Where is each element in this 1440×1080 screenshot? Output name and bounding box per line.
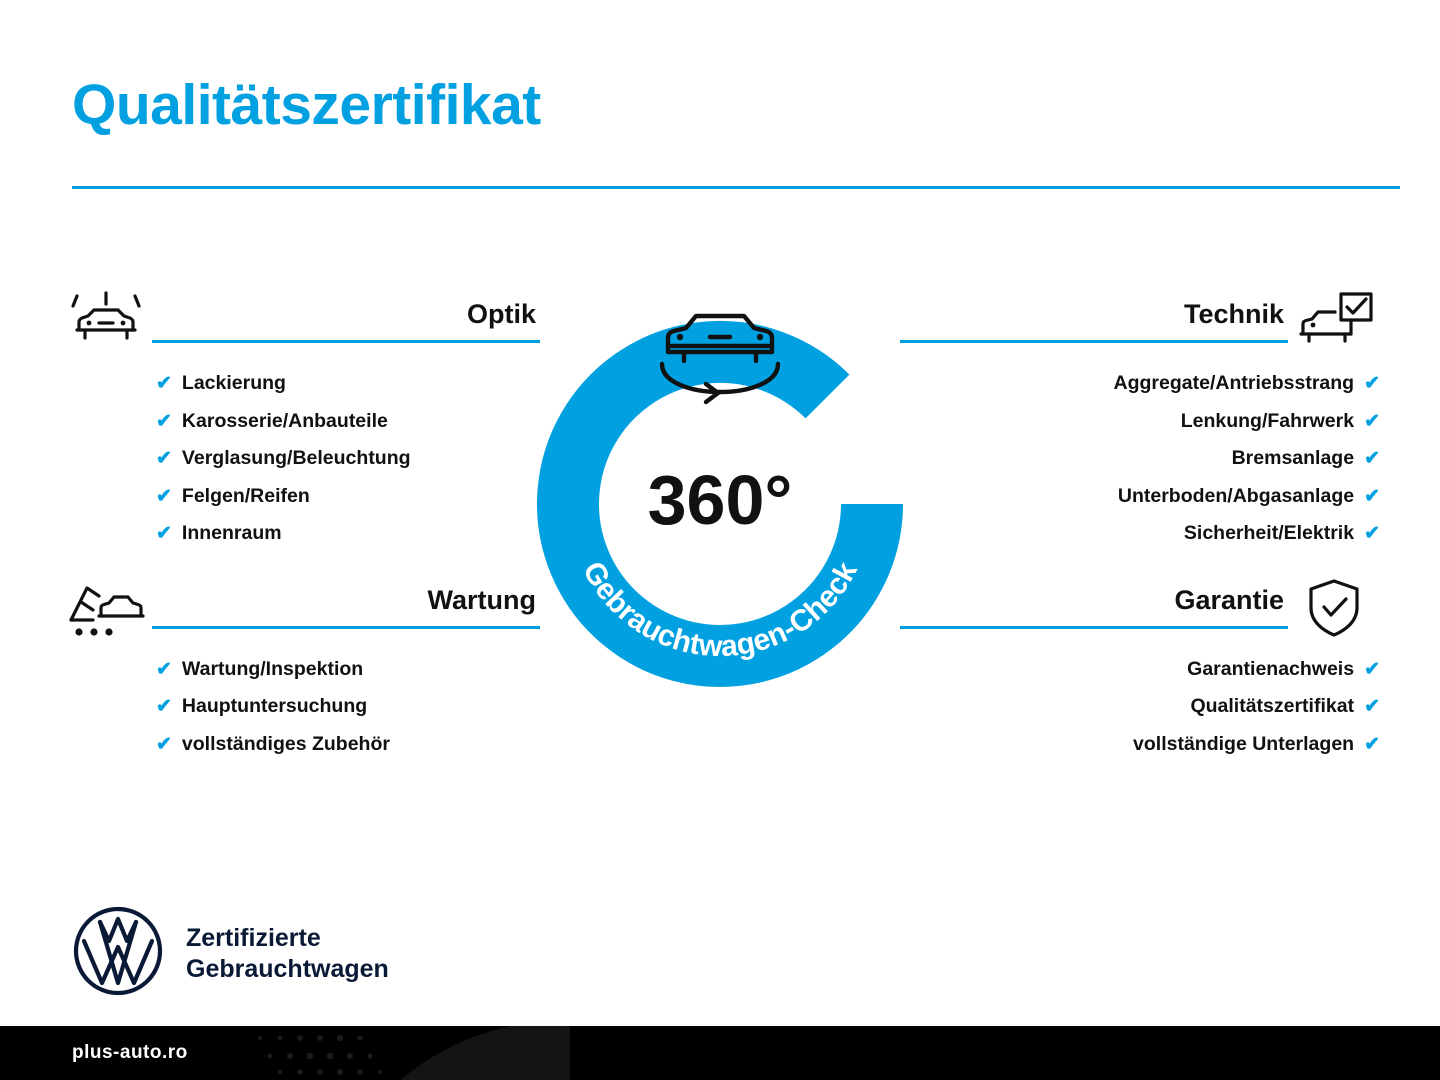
title-divider bbox=[72, 186, 1400, 189]
section-optik-items bbox=[60, 374, 540, 544]
list-item bbox=[900, 697, 1380, 717]
check-icon: ✔ bbox=[1364, 658, 1380, 680]
list-item-label: Unterboden/Abgasanlage bbox=[1117, 484, 1355, 507]
check-icon: ✔ bbox=[1364, 485, 1380, 507]
check-icon: ✔ bbox=[1364, 373, 1380, 394]
section-wartung bbox=[60, 576, 540, 755]
list-item-label: vollständiges Zubehör bbox=[181, 732, 390, 755]
list-item-label: Bremsanlage bbox=[1231, 447, 1355, 469]
list-item bbox=[156, 657, 536, 680]
list-item-label: Lenkung/Fahrwerk bbox=[1180, 409, 1355, 432]
list-item-label: Lackierung bbox=[181, 372, 286, 394]
list-item bbox=[900, 484, 1380, 507]
list-item-label: Wartung/Inspektion bbox=[181, 657, 364, 680]
footer-url[interactable]: plus-auto.ro bbox=[72, 1042, 188, 1063]
check-icon: ✔ bbox=[156, 733, 172, 755]
list-item bbox=[156, 524, 536, 544]
list-item-label: Hauptuntersuchung bbox=[181, 695, 368, 717]
section-garantie-title: Garantie bbox=[1174, 584, 1284, 615]
car-lift-icon bbox=[60, 576, 152, 640]
section-technik-items bbox=[900, 374, 1380, 544]
brand-block bbox=[72, 905, 389, 1002]
list-item-label: Garantienachweis bbox=[1187, 657, 1355, 680]
list-item bbox=[156, 449, 536, 469]
badge-arc-label: Gebrauchtwagen-Check bbox=[576, 556, 864, 664]
check-icon: ✔ bbox=[156, 373, 172, 394]
list-item-label: Karosserie/Anbauteile bbox=[181, 409, 388, 432]
check-icon: ✔ bbox=[1364, 696, 1380, 717]
footer-decoration bbox=[250, 1026, 570, 1080]
section-optik bbox=[60, 290, 540, 544]
section-optik-header bbox=[60, 290, 540, 354]
check-icon: ✔ bbox=[1364, 733, 1380, 755]
list-item bbox=[156, 697, 536, 717]
check-icon: ✔ bbox=[1364, 410, 1380, 432]
shield-check-icon bbox=[1288, 576, 1380, 640]
section-garantie-divider bbox=[900, 626, 1288, 629]
list-item-label: vollständige Unterlagen bbox=[1133, 732, 1355, 755]
footer-bar bbox=[0, 1026, 1440, 1080]
list-item bbox=[900, 732, 1380, 755]
section-wartung-divider bbox=[152, 626, 540, 629]
list-item-label: Sicherheit/Elektrik bbox=[1183, 522, 1355, 544]
badge-value: 360° bbox=[647, 461, 793, 539]
section-optik-title: Optik bbox=[466, 299, 536, 329]
check-icon: ✔ bbox=[1364, 448, 1380, 469]
section-wartung-title: Wartung bbox=[427, 584, 536, 615]
check-icon: ✔ bbox=[1364, 523, 1380, 544]
section-wartung-header bbox=[60, 576, 540, 640]
section-technik-header bbox=[900, 290, 1380, 354]
section-wartung-items bbox=[60, 657, 540, 755]
left-column bbox=[60, 290, 540, 772]
section-optik-divider bbox=[152, 340, 540, 343]
check-icon: ✔ bbox=[156, 448, 172, 469]
car-check-icon bbox=[1288, 290, 1380, 354]
360-check-badge bbox=[510, 272, 930, 692]
car-front-shine-icon bbox=[60, 290, 152, 354]
list-item bbox=[156, 484, 536, 507]
list-item bbox=[900, 409, 1380, 432]
list-item bbox=[900, 374, 1380, 394]
list-item bbox=[156, 732, 536, 755]
section-garantie-header bbox=[900, 576, 1380, 640]
list-item bbox=[156, 374, 536, 394]
list-item-label: Felgen/Reifen bbox=[181, 484, 310, 507]
brand-text bbox=[186, 923, 389, 984]
section-technik-divider bbox=[900, 340, 1288, 343]
list-item-label: Verglasung/Beleuchtung bbox=[181, 447, 411, 469]
check-icon: ✔ bbox=[156, 410, 172, 432]
check-icon: ✔ bbox=[156, 658, 172, 680]
list-item-label: Qualitätszertifikat bbox=[1190, 695, 1355, 717]
brand-line-2: Gebrauchtwagen bbox=[186, 954, 389, 983]
section-garantie bbox=[900, 576, 1380, 755]
list-item bbox=[156, 409, 536, 432]
list-item-label: Aggregate/Antriebsstrang bbox=[1113, 372, 1355, 394]
section-technik bbox=[900, 290, 1380, 544]
right-column bbox=[900, 290, 1380, 772]
section-garantie-items bbox=[900, 657, 1380, 755]
list-item bbox=[900, 449, 1380, 469]
page-title: Qualitätszertifikat bbox=[72, 73, 541, 137]
brand-line-1: Zertifizierte bbox=[186, 924, 321, 952]
list-item bbox=[900, 524, 1380, 544]
vw-logo-icon bbox=[72, 905, 164, 1002]
check-icon: ✔ bbox=[156, 523, 172, 544]
list-item-label: Innenraum bbox=[181, 522, 282, 544]
section-technik-title: Technik bbox=[1183, 299, 1284, 329]
check-icon: ✔ bbox=[156, 485, 172, 507]
list-item bbox=[900, 657, 1380, 680]
check-icon: ✔ bbox=[156, 696, 172, 717]
